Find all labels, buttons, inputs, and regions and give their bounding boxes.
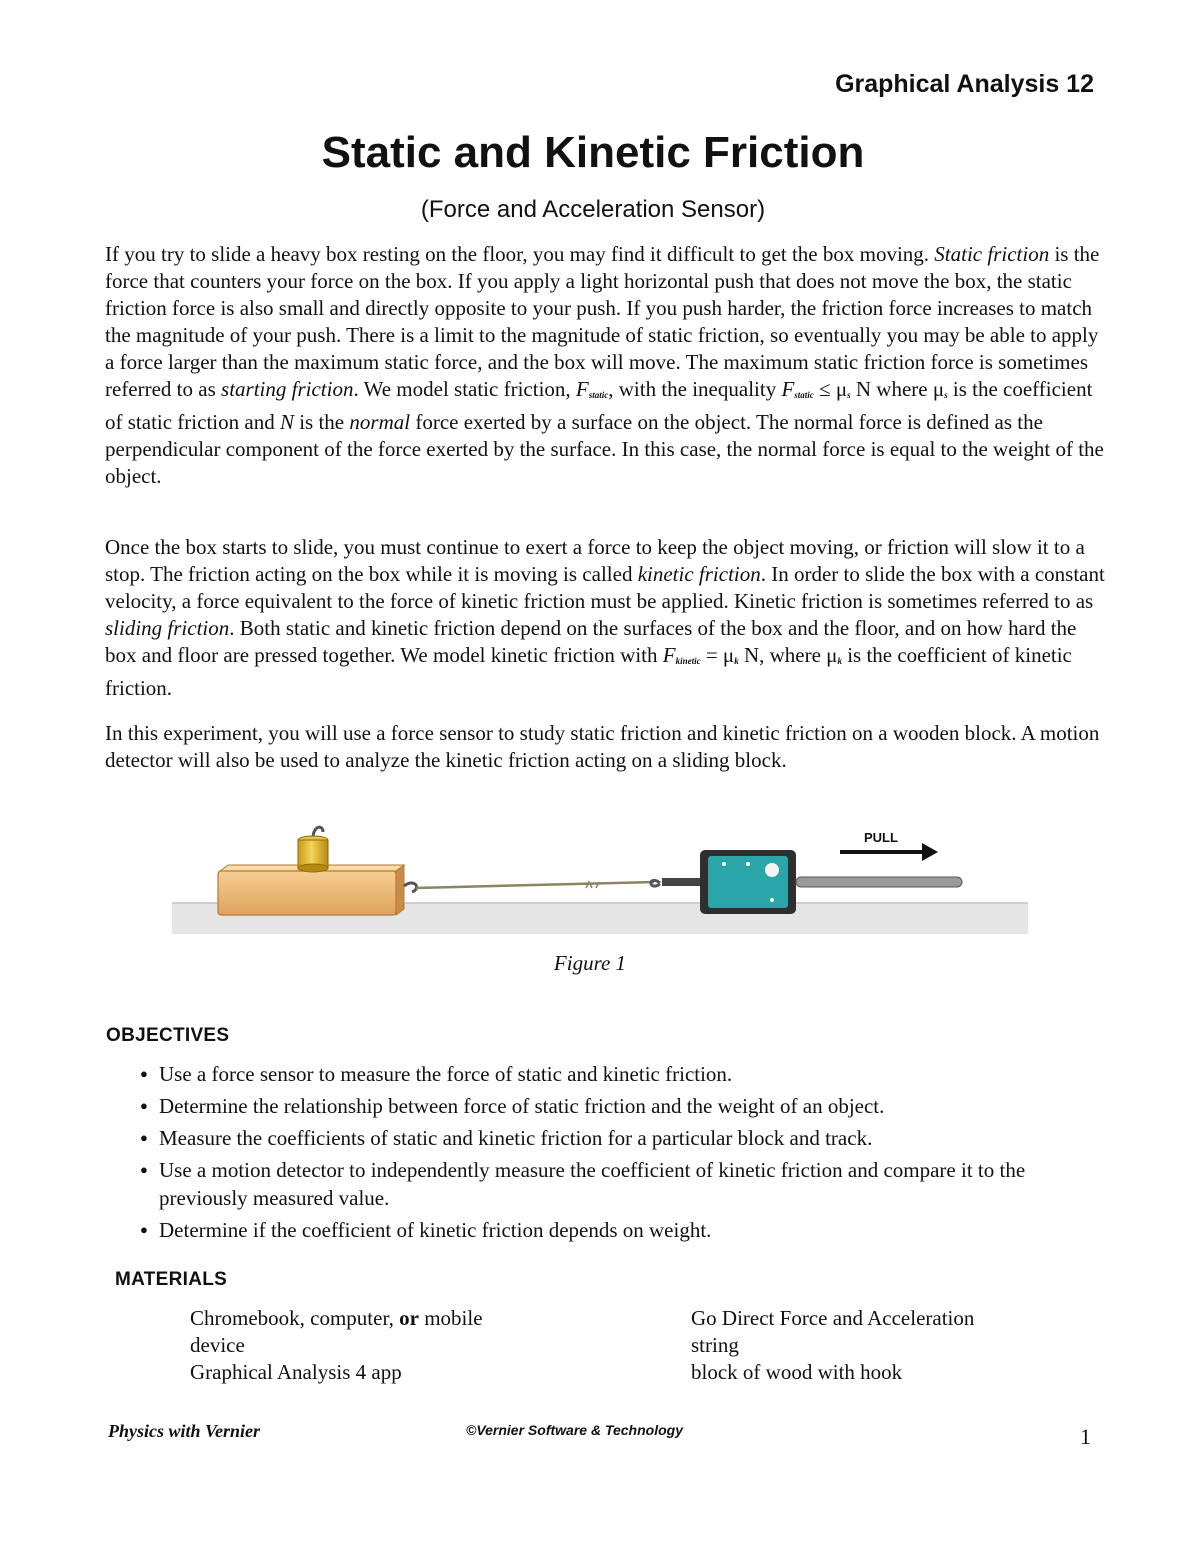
block-hook	[404, 883, 417, 892]
text-run: is the	[293, 410, 350, 434]
text-run: force exerted by a surface on the object. The normal force is defined as the perpendicular component of the force exerted by the surface. In this case, the normal force is equal to the weight of the object.	[105, 410, 1104, 488]
intro-paragraph-1	[105, 241, 1105, 490]
text-run: N, where μ	[738, 643, 838, 667]
intro-paragraph-3: In this experiment, you will use a force sensor to study static friction and kinetic friction on a wooden block. A motion detector will also be used to analyze the kinetic friction acting on a sliding block.	[105, 721, 1100, 772]
page-title: Static and Kinetic Friction	[321, 128, 865, 177]
header-tag: Graphical Analysis 12	[835, 70, 1094, 98]
list-item: ● Measure the coefficients of static and kinetic friction for a particular block and track.	[140, 1124, 1100, 1152]
subscript: s	[944, 390, 948, 400]
materials-heading: MATERIALS	[115, 1269, 228, 1290]
symbol-n: N	[279, 410, 294, 434]
list-item: ● Determine if the coefficient of kinetic friction depends on weight.	[140, 1216, 1100, 1244]
brass-mass	[298, 827, 328, 872]
page-subtitle: (Force and Acceleration Sensor)	[420, 196, 766, 223]
material-item: string	[691, 1333, 739, 1357]
string	[416, 882, 654, 888]
material-item	[190, 1305, 570, 1332]
footer-book-title: Physics with Vernier	[108, 1421, 261, 1441]
text-run: If you try to slide a heavy box resting on the floor, you may find it difficult to get the box moving.	[105, 242, 935, 266]
text-run: . Both static and kinetic friction depend on the surfaces of the box and the floor, and on how hard the box and floor are pressed together. We model kinetic friction with	[105, 616, 1077, 667]
subscript: s	[847, 390, 851, 400]
text-run: N where μ	[850, 377, 945, 401]
list-item: ● Use a force sensor to measure the force of static and kinetic friction.	[140, 1060, 1100, 1088]
text-run: Chromebook, computer,	[190, 1306, 400, 1330]
text-run: is the force that counters your force on the box. If you apply a light horizontal push that does not move the box, the static friction force is also small and directly opposite to your push. If you push harder, the friction force increases to match the magnitude of your push. There is a limit to the magnitude of static friction, so eventually you may be able to apply a force larger than the maximum static force, and the box will move. The maximum static friction force is sometimes referred to as	[105, 242, 1100, 401]
term-starting-friction: starting friction	[221, 377, 354, 401]
symbol-f: F	[662, 643, 676, 667]
page-number: 1	[1080, 1424, 1091, 1449]
list-item: ● Determine the relationship between force of static friction and the weight of an object.	[140, 1092, 1100, 1120]
subscript: static	[588, 390, 609, 400]
term-sliding-friction: sliding friction	[105, 616, 230, 640]
term-kinetic-friction: kinetic friction	[637, 562, 761, 586]
text-run: ≤ μ	[813, 377, 848, 401]
symbol-f: F	[575, 377, 589, 401]
symbol-f: F	[781, 377, 795, 401]
friction-setup-figure	[172, 810, 1028, 934]
pull-label: PULL	[864, 830, 898, 845]
objectives-list	[140, 1060, 1100, 1248]
text-run: . We model static friction,	[353, 377, 576, 401]
term-static-friction: Static friction	[934, 242, 1050, 266]
material-item: Go Direct Force and Acceleration	[691, 1306, 975, 1330]
text-run: is the coefficient of kinetic friction.	[105, 643, 1072, 700]
pull-arrow	[840, 843, 938, 861]
text-run: mobile	[418, 1306, 483, 1330]
sensor-rod	[796, 877, 962, 887]
footer-copyright: ©Vernier Software & Technology	[466, 1422, 683, 1438]
materials-left-column	[190, 1305, 570, 1386]
text-run-bold: or	[399, 1306, 419, 1330]
figure-caption: Figure 1	[553, 951, 627, 975]
text-run: . In order to slide the box with a constant velocity, a force equivalent to the force of kinetic friction must be applied. Kinetic friction is sometimes referred to as	[105, 562, 1105, 613]
materials-right-column	[691, 1305, 1091, 1386]
text-run: = μ	[700, 643, 735, 667]
subscript: static	[794, 390, 814, 400]
text-run: is the coefficient of static friction and	[105, 377, 1093, 434]
material-item-continued: device	[190, 1333, 245, 1357]
wooden-block	[218, 865, 404, 915]
material-item: Graphical Analysis 4 app	[190, 1360, 402, 1384]
sensor-hook	[651, 880, 660, 886]
material-item: block of wood with hook	[691, 1360, 903, 1384]
objectives-heading: OBJECTIVES	[106, 1025, 230, 1046]
intro-paragraph-2	[105, 534, 1105, 702]
term-normal: normal	[349, 410, 411, 434]
text-run: Once the box starts to slide, you must continue to exert a force to keep the object moving, or friction will slow it to a stop. The friction acting on the box while it is moving is called	[105, 535, 1085, 586]
list-item: ● Use a motion detector to independently measure the coefficient of kinetic friction and compare it to the previously measured value.	[140, 1156, 1100, 1212]
subscript: kinetic	[675, 656, 701, 666]
text-run: , with the inequality	[608, 377, 782, 401]
subscript: k	[837, 656, 842, 666]
subscript: k	[734, 656, 739, 666]
